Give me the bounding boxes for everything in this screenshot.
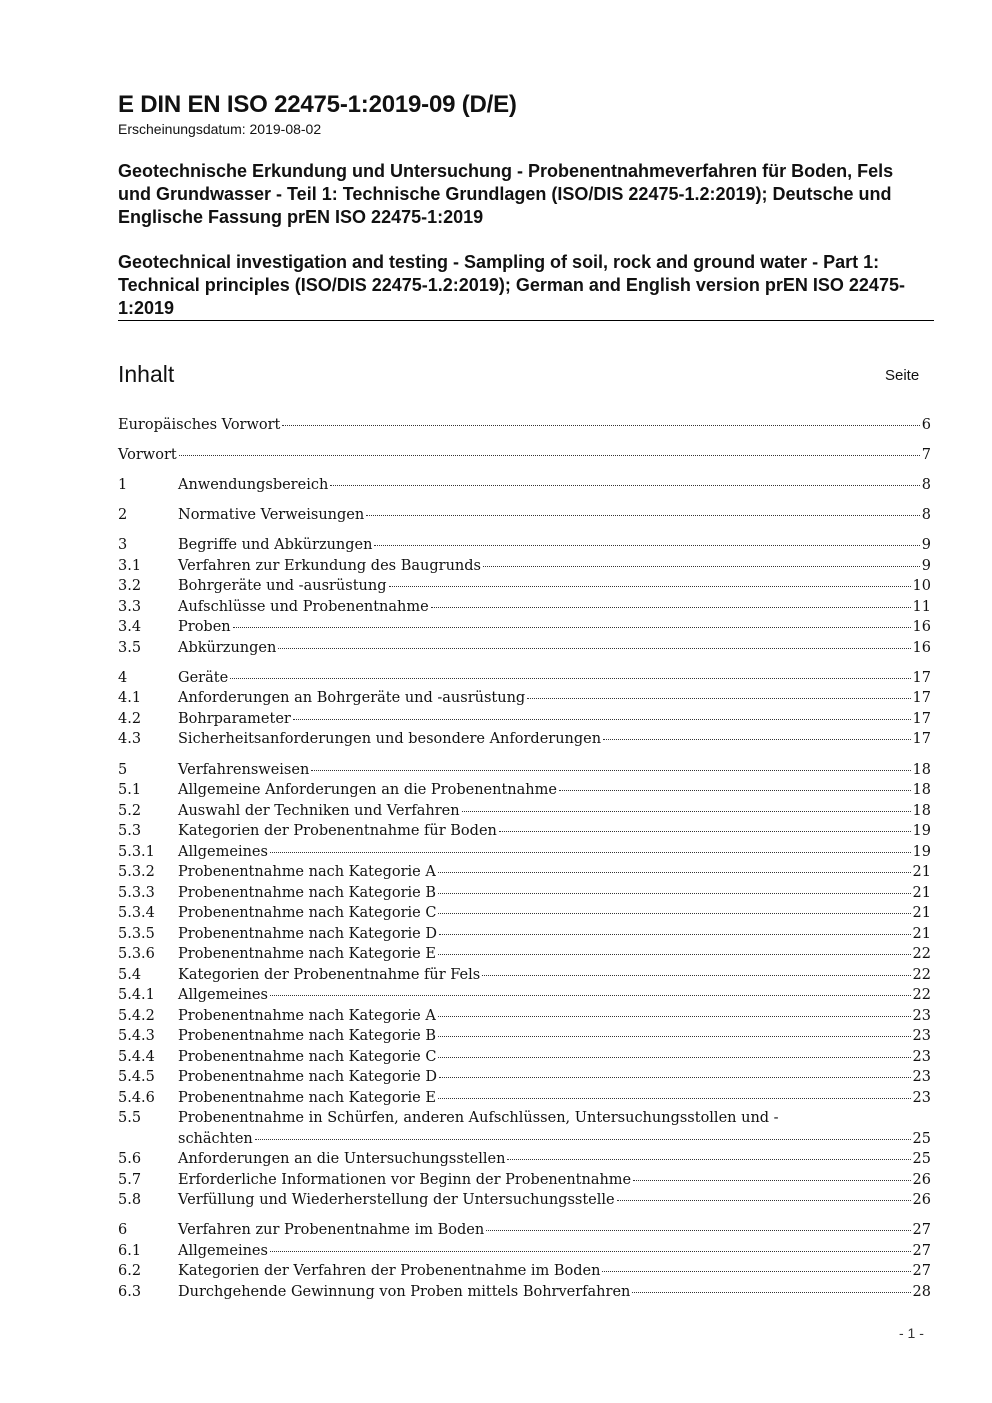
toc-group — [118, 445, 931, 466]
toc-entry[interactable] — [118, 1088, 931, 1109]
toc-entry[interactable] — [118, 475, 931, 496]
toc-entry-title: Geräte — [178, 669, 229, 686]
toc-dot-leader — [499, 830, 911, 832]
toc-entry-number: 5 — [118, 761, 128, 778]
toc-entry-title: Verfahren zur Erkundung des Baugrunds — [178, 557, 481, 574]
toc-entry-page: 23 — [912, 1089, 931, 1106]
toc-entry-number: 5.4 — [118, 966, 142, 983]
toc-entry-title: Verfahren zur Probenentnahme im Boden — [178, 1222, 485, 1239]
toc-dot-leader — [233, 626, 911, 628]
toc-group — [118, 505, 931, 526]
toc-entry[interactable] — [118, 965, 931, 986]
toc-entry-page: 23 — [912, 1048, 931, 1065]
table-of-contents — [118, 415, 931, 1312]
toc-entry[interactable] — [118, 556, 931, 577]
toc-entry-page: 18 — [912, 761, 931, 778]
toc-entry-page: 25 — [912, 1151, 931, 1168]
toc-dot-leader — [330, 484, 919, 486]
toc-entry[interactable] — [118, 1190, 931, 1211]
toc-entry-number: 5.5 — [118, 1110, 142, 1127]
toc-entry-page: 19 — [912, 823, 931, 840]
title-german: Geotechnische Erkundung und Untersuchung - Probenentnahmeverfahren für Boden, Fels und Grundwasser - Teil 1: Technische Grundlagen (ISO/DIS 22475-1.2:2019); Deutsche und Englische Fassung prEN ISO 22475-1:2019 — [118, 161, 894, 227]
toc-dot-leader — [374, 544, 919, 546]
toc-entry-number: 5.3.2 — [118, 864, 155, 881]
toc-entry[interactable] — [118, 780, 931, 801]
toc-dot-leader — [632, 1291, 910, 1293]
toc-entry-title: Begriffe und Abkürzungen — [178, 537, 373, 554]
toc-entry-page: 19 — [912, 843, 931, 860]
toc-entry-page: 16 — [912, 619, 931, 636]
toc-entry-title: Bohrgeräte und -ausrüstung — [178, 578, 387, 595]
toc-entry-number: 5.4.2 — [118, 1007, 155, 1024]
toc-entry-page: 8 — [921, 477, 931, 494]
toc-dot-leader — [482, 974, 910, 976]
toc-entry[interactable] — [118, 688, 931, 709]
toc-dot-leader — [633, 1179, 910, 1181]
toc-entry-title: Proben — [178, 619, 231, 636]
toc-entry-title: Kategorien der Probenentnahme für Boden — [178, 823, 497, 840]
toc-entry-title: Allgemeine Anforderungen an die Probenentnahme — [178, 782, 557, 799]
toc-dot-leader — [311, 769, 910, 771]
document-id: E DIN EN ISO 22475-1:2019-09 (D/E) — [118, 91, 517, 118]
toc-group — [118, 1220, 931, 1302]
toc-entry[interactable] — [118, 1067, 931, 1088]
toc-entry-page: 18 — [912, 802, 931, 819]
toc-entry-number: 3.4 — [118, 619, 142, 636]
toc-entry-page: 21 — [912, 884, 931, 901]
toc-group — [118, 760, 931, 1211]
toc-dot-leader — [278, 647, 910, 649]
toc-entry-title: Sicherheitsanforderungen und besondere Anforderungen — [178, 731, 602, 748]
toc-entry-page: 10 — [912, 578, 931, 595]
toc-entry-page: 23 — [912, 1069, 931, 1086]
toc-dot-leader — [602, 1270, 910, 1272]
toc-entry-number: 4.3 — [118, 731, 142, 748]
toc-entry-page: 17 — [912, 690, 931, 707]
toc-dot-leader — [438, 1015, 911, 1017]
toc-dot-leader — [270, 1250, 911, 1252]
toc-entry-page: 27 — [912, 1263, 931, 1280]
toc-entry-number: 3.3 — [118, 598, 142, 615]
toc-dot-leader — [439, 933, 911, 935]
toc-dot-leader — [438, 1035, 911, 1037]
toc-dot-leader — [389, 585, 911, 587]
toc-entry[interactable] — [118, 985, 931, 1006]
toc-dot-leader — [366, 514, 920, 516]
toc-entry-page: 23 — [912, 1028, 931, 1045]
toc-entry-title: Allgemeines — [178, 1242, 268, 1259]
toc-entry-page: 9 — [921, 537, 931, 554]
toc-dot-leader — [438, 1097, 911, 1099]
toc-entry-title: Anwendungsbereich — [178, 477, 329, 494]
toc-entry-title: Anforderungen an die Untersuchungsstellen — [178, 1151, 506, 1168]
page-number: - 1 - — [899, 1325, 924, 1341]
toc-entry[interactable] — [118, 760, 931, 781]
toc-entry-number: 6.1 — [118, 1242, 142, 1259]
toc-dot-leader — [230, 677, 910, 679]
toc-entry-number: 5.3.1 — [118, 843, 155, 860]
toc-entry-page: 22 — [912, 987, 931, 1004]
toc-entry[interactable] — [118, 801, 931, 822]
toc-entry-number: 1 — [118, 477, 128, 494]
toc-entry-number: 5.3 — [118, 823, 142, 840]
toc-entry-page: 9 — [921, 557, 931, 574]
toc-entry-page: 27 — [912, 1222, 931, 1239]
toc-entry-page: 17 — [912, 669, 931, 686]
toc-entry-page: 22 — [912, 946, 931, 963]
toc-entry-number: 5.4.4 — [118, 1048, 155, 1065]
toc-entry-page: 28 — [912, 1283, 931, 1300]
toc-entry-title: Probenentnahme nach Kategorie A — [178, 864, 436, 881]
release-date: Erscheinungsdatum: 2019-08-02 — [118, 121, 322, 137]
toc-dot-leader — [438, 912, 910, 914]
toc-entry-number: 2 — [118, 507, 128, 524]
toc-entry[interactable] — [118, 1108, 931, 1149]
toc-entry-page: 18 — [912, 782, 931, 799]
toc-entry[interactable] — [118, 1006, 931, 1027]
toc-entry[interactable] — [118, 638, 931, 659]
toc-entry-title: Probenentnahme nach Kategorie A — [178, 1007, 436, 1024]
toc-entry-page: 16 — [912, 639, 931, 656]
toc-dot-leader — [431, 606, 911, 608]
toc-entry-number: 5.7 — [118, 1171, 142, 1188]
toc-entry-page: 17 — [912, 710, 931, 727]
toc-entry-title: Probenentnahme nach Kategorie D — [178, 1069, 437, 1086]
toc-entry-page: 27 — [912, 1242, 931, 1259]
toc-entry-number: 5.3.5 — [118, 925, 155, 942]
toc-entry-title: Verfüllung und Wiederherstellung der Untersuchungsstelle — [178, 1192, 615, 1209]
toc-entry-title: Auswahl der Techniken und Verfahren — [178, 802, 460, 819]
toc-entry-number: 5.4.3 — [118, 1028, 155, 1045]
toc-entry[interactable] — [118, 597, 931, 618]
toc-entry[interactable] — [118, 505, 931, 526]
toc-dot-leader — [617, 1199, 911, 1201]
toc-entry-page: 21 — [912, 925, 931, 942]
toc-entry-number: 5.3.4 — [118, 905, 155, 922]
toc-entry-number: 3.5 — [118, 639, 142, 656]
toc-entry-title: Allgemeines — [178, 987, 268, 1004]
toc-dot-leader — [483, 565, 920, 567]
toc-entry-number: 5.1 — [118, 782, 142, 799]
toc-entry[interactable] — [118, 445, 931, 466]
toc-entry-page: 26 — [912, 1171, 931, 1188]
toc-entry[interactable] — [118, 944, 931, 965]
toc-entry-number: 4.1 — [118, 690, 142, 707]
toc-entry[interactable] — [118, 862, 931, 883]
toc-entry-page: 23 — [912, 1007, 931, 1024]
toc-group — [118, 415, 931, 436]
toc-entry-title: Kategorien der Verfahren der Probenentnahme im Boden — [178, 1263, 601, 1280]
toc-dot-leader — [559, 789, 911, 791]
toc-entry-title: Abkürzungen — [178, 639, 277, 656]
title-english: Geotechnical investigation and testing - Sampling of soil, rock and ground water - Part 1: Technical principles (ISO/DIS 22475-1.2:2019); German and English version prEN ISO 22475-1:2019 — [118, 252, 905, 318]
toc-entry-number: 6.3 — [118, 1283, 142, 1300]
toc-entry-page: 6 — [921, 417, 931, 433]
toc-entry-title: Probenentnahme nach Kategorie B — [178, 884, 436, 901]
toc-entry-title: Normative Verweisungen — [178, 507, 365, 524]
toc-entry[interactable] — [118, 1261, 931, 1282]
toc-dot-leader — [438, 871, 911, 873]
toc-entry-number: 5.6 — [118, 1151, 142, 1168]
header-divider — [118, 320, 934, 321]
toc-entry-page: 11 — [912, 598, 931, 615]
toc-entry-title: Allgemeines — [178, 843, 268, 860]
toc-entry[interactable] — [118, 1241, 931, 1262]
toc-dot-leader — [603, 738, 910, 740]
toc-dot-leader — [270, 851, 911, 853]
toc-entry-title: Erforderliche Informationen vor Beginn der Probenentnahme — [178, 1171, 632, 1188]
toc-entry[interactable] — [118, 883, 931, 904]
toc-entry[interactable] — [118, 903, 931, 924]
toc-entry-number: 6 — [118, 1222, 128, 1239]
toc-dot-leader — [438, 1056, 910, 1058]
toc-entry-number: 4 — [118, 669, 128, 686]
toc-entry-number: 6.2 — [118, 1263, 142, 1280]
toc-entry[interactable] — [118, 729, 931, 750]
toc-entry[interactable] — [118, 1047, 931, 1068]
toc-entry-page: 21 — [912, 864, 931, 881]
toc-entry-title: Anforderungen an Bohrgeräte und -ausrüstung — [178, 690, 526, 707]
toc-entry-page: 22 — [912, 966, 931, 983]
toc-entry-title: Probenentnahme nach Kategorie C — [178, 905, 437, 922]
toc-heading: Inhalt — [118, 361, 175, 387]
toc-entry-number: 5.4.6 — [118, 1089, 155, 1106]
toc-entry[interactable] — [118, 842, 931, 863]
toc-entry-title: Kategorien der Probenentnahme für Fels — [178, 966, 481, 983]
toc-entry-title: Probenentnahme nach Kategorie D — [178, 925, 437, 942]
toc-entry-number: 3 — [118, 537, 128, 554]
toc-entry-title: Vorwort — [118, 447, 177, 464]
toc-dot-leader — [438, 892, 911, 894]
toc-entry[interactable] — [118, 821, 931, 842]
toc-entry[interactable] — [118, 1282, 931, 1303]
toc-dot-leader — [255, 1138, 911, 1140]
toc-entry-title: Europäisches Vorwort — [118, 417, 281, 433]
toc-entry-page: 25 — [912, 1130, 931, 1147]
toc-entry-title: Verfahrensweisen — [178, 761, 310, 778]
toc-dot-leader — [293, 718, 911, 720]
toc-entry-number: 5.3.6 — [118, 946, 155, 963]
toc-group — [118, 475, 931, 496]
toc-entry[interactable] — [118, 1026, 931, 1047]
toc-dot-leader — [486, 1229, 910, 1231]
toc-entry-number: 3.1 — [118, 557, 142, 574]
toc-dot-leader — [507, 1158, 910, 1160]
toc-entry-number: 5.4.5 — [118, 1069, 155, 1086]
toc-dot-leader — [439, 1076, 911, 1078]
toc-entry-title: Probenentnahme nach Kategorie B — [178, 1028, 436, 1045]
toc-entry-title: Probenentnahme in Schürfen, anderen Aufschlüssen, Untersuchungsstollen und - — [178, 1110, 779, 1127]
toc-entry-title: Durchgehende Gewinnung von Proben mittels Bohrverfahren — [178, 1283, 631, 1300]
toc-entry-title: Probenentnahme nach Kategorie E — [178, 1089, 436, 1106]
toc-group — [118, 668, 931, 750]
toc-entry[interactable] — [118, 535, 931, 556]
toc-entry[interactable] — [118, 1170, 931, 1191]
toc-dot-leader — [270, 994, 911, 996]
toc-dot-leader — [438, 953, 911, 955]
toc-entry-page: 17 — [912, 731, 931, 748]
toc-dot-leader — [527, 697, 910, 699]
toc-entry-number: 3.2 — [118, 578, 142, 595]
toc-entry[interactable] — [118, 924, 931, 945]
toc-entry-number: 5.3.3 — [118, 884, 155, 901]
toc-entry-number: 4.2 — [118, 710, 142, 727]
toc-entry-page: 7 — [921, 447, 931, 464]
toc-entry-title: Bohrparameter — [178, 710, 291, 727]
toc-entry-title: Probenentnahme nach Kategorie C — [178, 1048, 437, 1065]
toc-entry-number: 5.4.1 — [118, 987, 155, 1004]
toc-entry[interactable] — [118, 1149, 931, 1170]
toc-entry[interactable] — [118, 709, 931, 730]
toc-entry[interactable] — [118, 617, 931, 638]
toc-entry[interactable] — [118, 576, 931, 597]
toc-entry[interactable] — [118, 668, 931, 689]
toc-entry-number: 5.2 — [118, 802, 142, 819]
toc-entry-page: 8 — [921, 507, 931, 524]
toc-page-column-label: Seite — [885, 367, 920, 384]
toc-entry-title: Aufschlüsse und Probenentnahme — [178, 598, 429, 615]
toc-entry-title-continued: schächten — [178, 1130, 253, 1147]
toc-entry-page: 26 — [912, 1192, 931, 1209]
toc-entry-title: Probenentnahme nach Kategorie E — [178, 946, 436, 963]
toc-group — [118, 535, 931, 658]
toc-dot-leader — [179, 454, 920, 456]
toc-dot-leader — [282, 424, 919, 426]
toc-entry[interactable] — [118, 415, 931, 436]
toc-entry-page: 21 — [912, 905, 931, 922]
toc-entry-number: 5.8 — [118, 1192, 142, 1209]
toc-entry[interactable] — [118, 1220, 931, 1241]
toc-dot-leader — [462, 810, 911, 812]
